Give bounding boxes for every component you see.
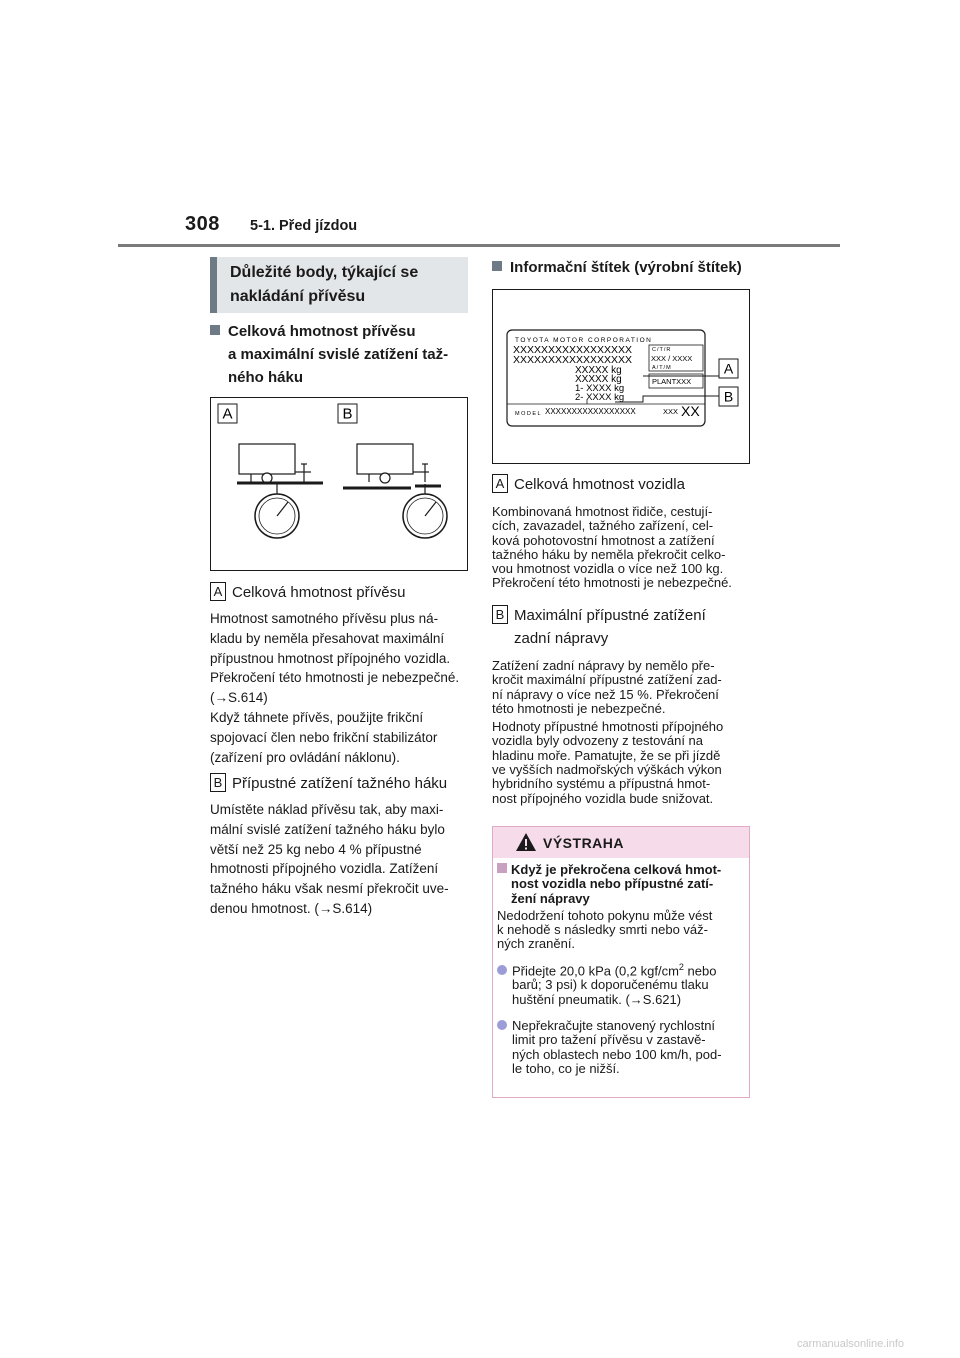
right-b-title-line2: zadní nápravy [514, 630, 609, 647]
square-bullet-icon [492, 261, 502, 271]
square-bullet-icon [497, 863, 507, 873]
text-line: barů; 3 psi) k doporučenému tlaku [512, 977, 709, 993]
trailer-b-icon [343, 444, 447, 538]
topic-title-line1: Důležité body, týkající se [230, 264, 419, 281]
text-line: tažného háku by neměla překročit celko- [492, 546, 726, 562]
right-item-b [492, 605, 762, 806]
page-number: 308 [185, 213, 220, 235]
fig-label-b-box [338, 404, 357, 423]
header-divider [118, 244, 840, 247]
label-a-box: A [492, 474, 508, 493]
plate-ctr: C/T/R [652, 347, 672, 353]
callout-b [719, 387, 738, 406]
text-line: Překročení této hmotnosti je nebezpečné. [492, 575, 732, 591]
plate-model-label: MODEL [515, 411, 543, 417]
text-line: této hmotnosti je nebezpečné. [492, 700, 666, 716]
plate-model-xxx: XXX [663, 407, 679, 416]
text-line: Nedodržení tohoto pokynu může vést [497, 907, 713, 923]
text-line: kladu by neměla přesahovat maximální [210, 630, 445, 646]
text-line: hmotnosti přípojného vozidla. Zatížení [210, 861, 439, 877]
text-line: denou hmotnost. (→S.614) [210, 900, 373, 916]
left-heading-line2: a maximální svislé zatížení taž- [228, 346, 449, 363]
text-line: spojovací člen nebo frikční stabilizátor [210, 729, 438, 745]
left-b-body [210, 800, 475, 919]
topic-title-box [210, 257, 468, 313]
watermark: carmanualsonline.info [797, 1338, 905, 1350]
warning-box [492, 826, 750, 1098]
left-a-title: Celková hmotnost přívěsu [232, 584, 406, 601]
label-a-box: A [210, 582, 226, 601]
callout-b-label: B [723, 388, 734, 405]
topic-title-line2: nakládání přívěsu [230, 288, 366, 305]
text-line: kročit maximální přípustné zatížení zad- [492, 672, 722, 688]
text-line: hladinu moře. Pamatujte, že se při jízdě [492, 747, 721, 763]
label-b-box: B [210, 773, 226, 792]
plate-line1: XXXXXXXXXXXXXXXXX [513, 344, 633, 356]
text-line: Hodnoty přípustné hmotnosti přípojného [492, 719, 724, 735]
right-item-a [492, 474, 762, 591]
text-line: huštění pneumatik. (→S.621) [512, 991, 682, 1007]
text-line: ve vyšších nadmořských výškách výkon [492, 762, 722, 778]
plate-plant: PLANTXXX [652, 377, 692, 386]
bullet-dot-icon [497, 1020, 507, 1030]
bullet1-text-a: Přidejte 20,0 kPa (0,2 kgf/cm [512, 963, 679, 979]
warning-triangle-icon [515, 832, 537, 852]
text-line: přípustnou hmotnost přípojného vozidla. [210, 650, 451, 666]
right-b-body2 [492, 720, 762, 806]
plate-weight2: XXXXX kg [575, 374, 622, 385]
warning-bullet-2 [497, 1019, 749, 1076]
text-line: k nehodě s následky smrti nebo váž- [497, 922, 708, 938]
callout-a [719, 359, 738, 378]
plate-weight3: 1- XXXX kg [575, 383, 625, 394]
right-heading-text: Informační štítek (výrobní štítek) [510, 259, 742, 276]
trailer-weight-figure [210, 397, 468, 571]
warning-heading-line1: Když je překročena celková hmot- [511, 862, 722, 877]
text-line: Hmotnost samotného přívěsu plus ná- [210, 611, 439, 626]
warning-title: VÝSTRAHA [543, 835, 625, 851]
text-line: tažného háku však nesmí překročit uve- [210, 881, 449, 897]
fig-label-a: A [222, 405, 233, 423]
warning-body [497, 909, 749, 952]
plate-atm: A/T/M [652, 365, 672, 371]
text-line: nost přípojného vozidla bude snižovat. [492, 790, 714, 806]
text-line: Překročení této hmotnosti je nebezpečné. [210, 670, 460, 686]
plate-model-xx: XX [681, 403, 700, 419]
left-heading-line3: ného háku [228, 369, 304, 386]
fig-label-b: B [342, 405, 353, 423]
label-b-box: B [492, 605, 508, 624]
right-heading [492, 256, 762, 279]
square-bullet-icon [210, 325, 220, 335]
text-line: cích, zavazadel, tažného zařízení, cel- [492, 518, 714, 534]
text-line: Umístěte náklad přívěsu tak, aby maxi- [210, 802, 444, 817]
right-a-title: Celková hmotnost vozidla [514, 476, 685, 493]
text-line: ková pohotovostní hmotnost a zatížení [492, 532, 715, 548]
text-line: hybridního systému a přípustná hmot- [492, 776, 711, 792]
text-line: větší než 25 kg nebo 4 % přípustné [210, 841, 422, 857]
warning-header [493, 827, 749, 858]
left-item-b [210, 773, 475, 919]
bullet-dot-icon [497, 965, 507, 975]
bullet2-line1: Nepřekračujte stanovený rychlostní [512, 1018, 716, 1033]
text-line: ných zranění. [497, 936, 576, 952]
callout-a-label: A [723, 360, 734, 377]
trailer-scales-illustration [211, 398, 467, 570]
manufacturer-plate-illustration [493, 290, 749, 463]
warning-bullet-1 [497, 960, 749, 1007]
warning-heading [497, 863, 749, 906]
fig-label-a-box [218, 404, 237, 423]
left-item-a [210, 582, 475, 767]
left-a-body [210, 609, 475, 767]
text-line: (zařízení pro ovládání náklonu). [210, 749, 400, 765]
warning-heading-line3: žení nápravy [511, 890, 590, 906]
info-plate-figure [492, 289, 750, 464]
plate-model-val: XXXXXXXXXXXXXXXXX [545, 407, 636, 416]
text-line: vozidla byly odvozeny z testování na [492, 733, 704, 749]
text-line: (→S.614) [210, 690, 268, 706]
plate-line2: XXXXXXXXXXXXXXXXX [513, 354, 633, 366]
text-line: Kombinovaná hmotnost řidiče, cestují- [492, 504, 713, 519]
warning-heading-line2: nost vozidla nebo přípustné zatí- [511, 876, 714, 892]
bullet1-sup: 2 [678, 961, 684, 972]
trailer-a-icon [237, 444, 323, 538]
plate-weight1: XXXXX kg [575, 365, 622, 376]
right-b-title-line1: Maximální přípustné zatížení [514, 607, 706, 624]
section-title: 5-1. Před jízdou [250, 218, 358, 234]
text-line: Zatížení zadní nápravy by nemělo pře- [492, 658, 715, 673]
text-line: vou hmotnost vozidla o více než 100 kg. [492, 561, 724, 577]
plate-ctr-val: XXX / XXXX [651, 354, 693, 363]
bullet1-text-b: nebo [683, 963, 717, 979]
left-b-title: Přípustné zatížení tažného háku [232, 775, 448, 792]
plate-maker: TOYOTA MOTOR CORPORATION [515, 337, 653, 344]
left-heading-line1: Celková hmotnost přívěsu [228, 323, 416, 340]
text-line: ných oblastech nebo 100 km/h, pod- [512, 1046, 722, 1062]
text-line: limit pro tažení přívěsu v zastavě- [512, 1032, 706, 1048]
right-b-body1 [492, 659, 762, 716]
warning-content [497, 863, 749, 1076]
text-line: mální svislé zatížení tažného háku bylo [210, 821, 445, 837]
left-heading [210, 320, 475, 389]
right-a-body [492, 505, 762, 591]
text-line: le toho, co je nižší. [512, 1060, 620, 1076]
text-line: ní nápravy o více než 15 %. Překročení [492, 686, 719, 702]
text-line: Když táhnete přívěs, použijte frikční [210, 709, 424, 725]
plate-weight4: 2- XXXX kg [575, 392, 625, 403]
